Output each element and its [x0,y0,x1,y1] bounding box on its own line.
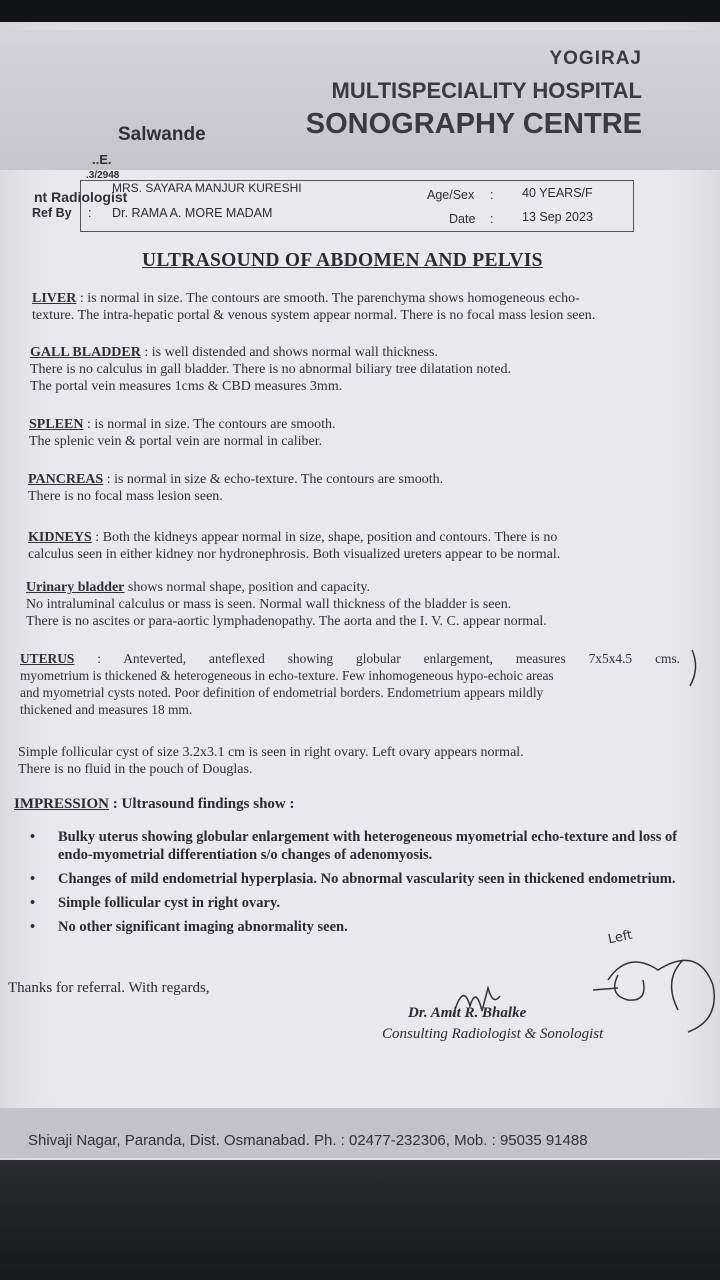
bracket-mark [686,648,706,688]
background-bottom [0,1160,720,1280]
uterus-line1: Anteverted, anteflexed showing globular enlargement, measures 7x5x4.5 cms. [123,651,680,666]
uterus-line3: and myometrial cysts noted. Poor definition of endometrial borders. Endometrium appears mildly [20,685,544,700]
section-uterus [20,650,680,718]
date-label: Date [449,212,476,226]
handwritten-sketch [588,940,720,1040]
kidneys-line1: Both the kidneys appear normal in size, shape, position and contours. There is no [102,530,558,545]
uterus-sep: : [74,651,124,666]
spleen-line1: is normal in size. The contours are smooth. [94,417,336,432]
pancreas-sep: : [103,472,115,487]
age-separator: : [490,188,494,202]
age-label: Age/Sex [427,188,475,202]
kidneys-sep: : [91,530,103,545]
gallbladder-sep: : [140,345,152,360]
liver-line1: is normal in size. The contours are smooth. The parenchyma shows homogeneous echo- [87,291,580,306]
hospital-name-line2: MULTISPECIALITY HOSPITAL [331,78,642,103]
liver-heading: LIVER [32,291,77,306]
impression-list [30,828,690,942]
uterus-line2: myometrium is thickened & heterogeneous in echo-texture. Few inhomogeneous hypo-echoic areas [20,668,554,683]
handwritten-note: Left [606,927,634,948]
impression-subheading: : Ultrasound findings show : [109,796,295,812]
closing-thanks: Thanks for referral. With regards, [8,980,210,996]
kidneys-heading: KIDNEYS [28,530,92,545]
impression-heading-line [14,796,295,813]
liver-line2: texture. The intra-hepatic portal & venous system appear normal. There is no focal mass lesion seen. [32,308,596,323]
bladder-line3: There is no ascites or para-aortic lymphadenopathy. The aorta and the I. V. C. appear normal. [26,614,547,629]
date-separator: : [490,212,494,226]
spleen-sep: : [83,417,95,432]
gallbladder-heading: GALL BLADDER [30,345,141,360]
date-value: 13 Sep 2023 [522,210,593,224]
header-reg-number: .3/2948 [86,170,120,181]
bladder-heading: Urinary bladder [26,580,125,595]
section-gallbladder [30,344,511,395]
impression-item: • Bulky uterus showing globular enlargement with heterogeneous myometrial echo-texture and loss of endo-myometrial differentiation s/o changes of adenomyosis. [30,828,690,864]
uterus-line4: thickened and measures 18 mm. [20,702,193,717]
ovary-line1: Simple follicular cyst of size 3.2x3.1 cm is seen in right ovary. Left ovary appears normal. [18,745,524,760]
pancreas-heading: PANCREAS [28,472,104,487]
header-doctor-name: Salwande [118,124,206,145]
impression-item: • Changes of mild endometrial hyperplasia. No abnormal vascularity seen in thickened endometrium. [30,870,690,888]
ref-separator: : [88,206,92,220]
hospital-name-line3: SONOGRAPHY CENTRE [305,108,642,140]
section-spleen [29,416,336,450]
impression-heading: IMPRESSION [14,796,110,812]
impression-item: • Simple follicular cyst in right ovary. [30,894,690,912]
header-role: nt Radiologist [34,189,128,205]
kidneys-line2: calculus seen in either kidney nor hydronephrosis. Both visualized ureters appear to be normal. [28,547,561,562]
pancreas-line2: There is no focal mass lesion seen. [28,489,223,504]
pancreas-line1: is normal in size & echo-texture. The contours are smooth. [114,472,444,487]
bladder-line2: No intraluminal calculus or mass is seen. Normal wall thickness of the bladder is seen. [26,597,512,612]
spleen-line2: The splenic vein & portal vein are normal in caliber. [29,434,323,449]
ref-label: Ref By [32,206,72,220]
gallbladder-line2: There is no calculus in gall bladder. There is no abnormal biliary tree dilatation noted. [30,362,512,377]
spleen-heading: SPLEEN [29,417,84,432]
section-pancreas [28,471,443,505]
signature-doctor-name: Dr. Amit R. Bhalke [408,1005,527,1021]
gallbladder-line3: The portal vein measures 1cms & CBD measures 3mm. [30,379,343,394]
section-kidneys [28,529,560,563]
uterus-heading: UTERUS [20,651,75,666]
ovary-line2: There is no fluid in the pouch of Douglas. [18,762,253,777]
header-qualification: ..E. [92,152,112,167]
hospital-name-line1: YOGIRAJ [549,48,642,69]
section-liver [32,290,595,324]
footer-address: Shivaji Nagar, Paranda, Dist. Osmanabad. Ph. : 02477-232306, Mob. : 95035 91488 [28,1132,588,1149]
signature-title: Consulting Radiologist & Sonologist [382,1026,604,1042]
gallbladder-line1: is well distended and shows normal wall thickness. [151,345,438,360]
report-title: ULTRASOUND OF ABDOMEN AND PELVIS [142,250,543,271]
bladder-line1: shows normal shape, position and capacity. [124,580,370,595]
section-urinary-bladder [26,579,547,630]
age-value: 40 YEARS/F [522,186,593,200]
liver-sep: : [76,291,88,306]
impression-item: • No other significant imaging abnormality seen. [30,918,690,936]
patient-name: MRS. SAYARA MANJUR KURESHI [112,181,302,195]
section-ovary [18,744,524,778]
ref-value: Dr. RAMA A. MORE MADAM [112,206,273,220]
